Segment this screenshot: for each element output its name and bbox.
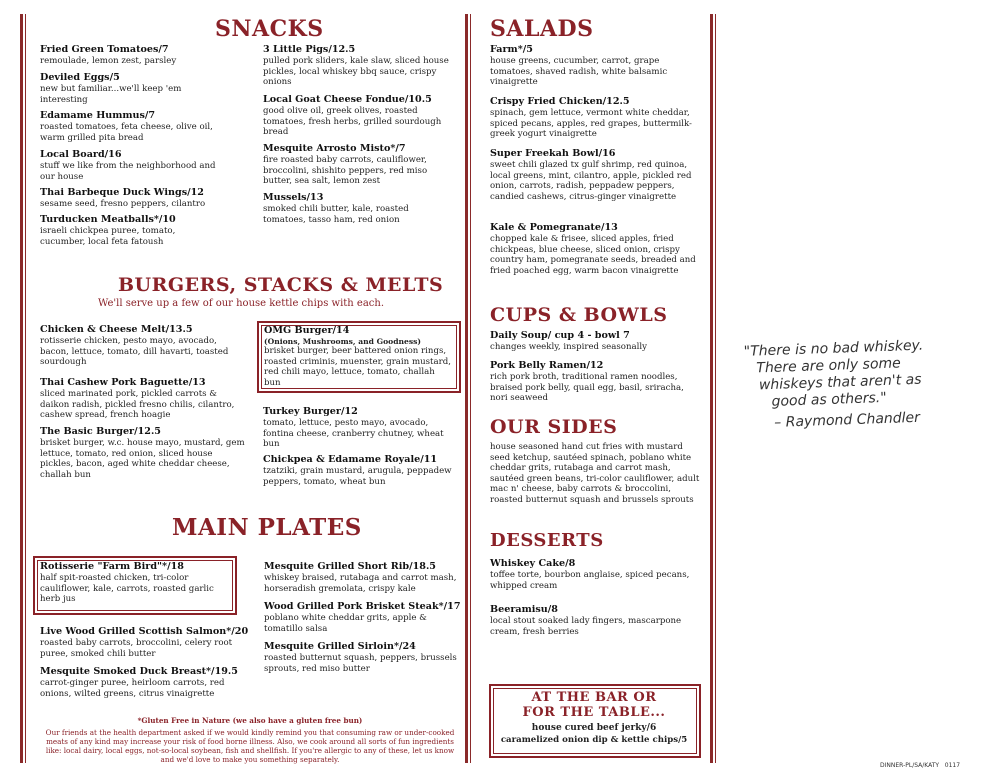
- item-desc: changes weekly, inspired seasonally: [490, 342, 647, 352]
- item-title: Mussels/13: [263, 192, 324, 203]
- item-title: Live Wood Grilled Scottish Salmon*/20: [40, 626, 249, 637]
- item-desc: whiskey braised, rutabaga and carrot mash, horseradish gremolata, crispy kale: [264, 573, 457, 594]
- item-desc: tomato, lettuce, pesto mayo, avocado, fontina cheese, cranberry chutney, wheat bun: [263, 418, 444, 450]
- menu-item: [40, 44, 240, 67]
- item-title: Rotisserie "Farm Bird"*/18: [40, 561, 184, 572]
- menu-item: [490, 96, 702, 140]
- sides-desc: house seasoned hand cut fries with mustard seed ketchup, sautéed spinach, poblano white cheddar grits, rutabaga and carrot mash, sautéed green beans, tri-color cauliflower, adult mac n' cheese, baby carrots & broccolini, roasted butternut squash and brussels sprouts: [490, 442, 700, 505]
- bar-heading-line1: AT THE BAR OR: [531, 690, 657, 705]
- item-title: Super Freekah Bowl/16: [490, 148, 616, 159]
- menu-item: [40, 626, 249, 659]
- menu-item: [40, 187, 250, 210]
- item-desc: brisket burger, w.c. house mayo, mustard, gem lettuce, tomato, red onion, sliced house pickles, bacon, aged white cheddar cheese, challah bun: [40, 438, 245, 480]
- footer-code: DINNER-PL/SA/KATY 0117: [880, 762, 961, 769]
- item-desc: tzatziki, grain mustard, arugula, peppadew peppers, tomato, wheat bun: [263, 466, 452, 487]
- item-title: Turducken Meatballs*/10: [40, 214, 176, 225]
- salads-heading: SALADS: [490, 16, 594, 42]
- item-desc: roasted baby carrots, broccolini, celery root puree, smoked chili butter: [40, 638, 233, 659]
- item-title: Kale & Pomegranate/13: [490, 222, 618, 233]
- menu-item: [490, 330, 700, 353]
- cups-bowls-heading: CUPS & BOWLS: [490, 304, 668, 326]
- item-desc: toffee torte, bourbon anglaise, spiced pecans, whipped cream: [490, 570, 690, 591]
- menu-item: [264, 561, 464, 594]
- item-desc: house greens, cucumber, carrot, grape tomatoes, shaved radish, white balsamic vinaigrette: [490, 56, 668, 88]
- item-title: Mesquite Arrosto Misto*/7: [263, 143, 406, 154]
- menu-item: [490, 604, 690, 637]
- item-title: The Basic Burger/12.5: [40, 426, 161, 437]
- item-desc: poblano white cheddar grits, apple & tomatillo salsa: [264, 613, 427, 634]
- item-title: OMG Burger/14: [264, 325, 350, 336]
- snacks-heading: SNACKS: [215, 16, 324, 42]
- item-title: Chicken & Cheese Melt/13.5: [40, 324, 193, 335]
- quote-line: good as others.": [771, 389, 887, 410]
- item-title: Beeramisu/8: [490, 604, 558, 615]
- menu-item: [40, 426, 245, 480]
- right-border-rule-thin: [715, 14, 716, 763]
- bar-item-dip: caramelized onion dip & kettle chips/5: [500, 735, 688, 745]
- item-desc: half spit-roasted chicken, tri-color cauliflower, kale, carrots, roasted garlic herb jus: [40, 573, 214, 605]
- quote-line: whiskeys that aren't as: [758, 371, 922, 394]
- item-title: Wood Grilled Pork Brisket Steak*/17: [264, 601, 461, 612]
- desserts-heading: DESSERTS: [490, 530, 604, 551]
- item-subtitle: (Onions, Mushrooms, and Goodness): [264, 337, 422, 346]
- left-border-rule-thin: [25, 14, 26, 763]
- item-desc: new but familiar...we'll keep 'em interesting: [40, 84, 182, 105]
- sides-list: [490, 442, 702, 506]
- menu-item-featured: [40, 561, 225, 605]
- item-desc: spinach, gem lettuce, vermont white cheddar, spiced pecans, apples, red grapes, buttermilk-greek yogurt vinaigrette: [490, 108, 692, 140]
- item-desc: smoked chili butter, kale, roasted tomatoes, tasso ham, red onion: [263, 204, 409, 225]
- main-plates-heading: MAIN PLATES: [172, 514, 362, 541]
- menu-item: [490, 44, 695, 88]
- item-title: Mesquite Grilled Short Rib/18.5: [264, 561, 436, 572]
- burgers-heading: BURGERS, STACKS & MELTS: [118, 274, 444, 296]
- menu-item: [40, 377, 245, 421]
- item-desc: brisket burger, beer battered onion rings, roasted criminis, muenster, grain mustard, red chili mayo, lettuce, tomato, challah bun: [264, 346, 451, 388]
- whiskey-quote: [744, 336, 967, 433]
- item-title: Local Goat Cheese Fondue/10.5: [263, 94, 432, 105]
- item-desc: rotisserie chicken, pesto mayo, avocado, bacon, lettuce, tomato, dill havarti, toasted sourdough: [40, 336, 229, 368]
- item-title: 3 Little Pigs/12.5: [263, 44, 356, 55]
- item-desc: chopped kale & frisee, sliced apples, fried chickpeas, blue cheese, sliced onion, crispy country ham, pomegranate seeds, breaded and fried poached egg, warm bacon vinaigrette: [490, 234, 696, 276]
- item-title: Mesquite Smoked Duck Breast*/19.5: [40, 666, 238, 677]
- right-border-rule: [710, 14, 713, 763]
- item-desc: sesame seed, fresno peppers, cilantro: [40, 199, 206, 209]
- item-desc: sliced marinated pork, pickled carrots & daikon radish, pickled fresno chilis, cilantro, cashew spread, french hoagie: [40, 389, 235, 421]
- menu-item: [40, 110, 240, 143]
- menu-item-featured: [264, 325, 454, 388]
- item-desc: fire roasted baby carrots, cauliflower, broccolini, shishito peppers, red miso butter, sea salt, lemon zest: [263, 155, 428, 187]
- item-title: Fried Green Tomatoes/7: [40, 44, 169, 55]
- menu-item: [263, 44, 458, 88]
- center-divider-rule: [465, 14, 468, 763]
- menu-item: [40, 72, 200, 105]
- quote-line: "There is no bad whiskey.: [743, 337, 924, 360]
- menu-item: [264, 641, 464, 674]
- menu-item: [490, 222, 702, 276]
- health-disclaimer: Our friends at the health department asked if we would kindly remind you that consuming raw or under-cooked meats of any kind may increase your risk of food borne illness. Also, we cook around all sorts of fun ingredients like: local dairy, local eggs, not-so-local soybean, fish and shellfish. If you're allergic to any of these, let us know and we'd love to make you something separately.: [45, 728, 455, 764]
- item-title: Daily Soup/ cup 4 - bowl 7: [490, 330, 630, 341]
- sides-heading: OUR SIDES: [490, 416, 618, 438]
- menu-item: [40, 324, 245, 368]
- item-desc: local stout soaked lady fingers, mascarpone cream, fresh berries: [490, 616, 682, 637]
- menu-item: [264, 601, 464, 634]
- bar-item-jerky: house cured beef jerky/6: [531, 723, 657, 733]
- item-title: Turkey Burger/12: [263, 406, 358, 417]
- item-title: Chickpea & Edamame Royale/11: [263, 454, 438, 465]
- menu-item: [490, 360, 690, 404]
- item-desc: stuff we like from the neighborhood and our house: [40, 161, 216, 182]
- menu-item: [263, 94, 453, 138]
- item-title: Thai Barbeque Duck Wings/12: [40, 187, 204, 198]
- quote-line: There are only some: [756, 355, 902, 377]
- item-desc: roasted butternut squash, peppers, brussels sprouts, red miso butter: [264, 653, 457, 674]
- item-title: Farm*/5: [490, 44, 533, 55]
- bar-heading-line2: FOR THE TABLE...: [522, 705, 666, 720]
- menu-item: [40, 666, 238, 699]
- quote-author: – Raymond Chandler: [774, 409, 921, 431]
- center-divider-rule-thin: [470, 14, 471, 763]
- menu-item: [40, 214, 200, 247]
- item-title: Deviled Eggs/5: [40, 72, 120, 83]
- item-title: Mesquite Grilled Sirloin*/24: [264, 641, 416, 652]
- item-desc: good olive oil, greek olives, roasted tomatoes, fresh herbs, grilled sourdough bread: [263, 106, 442, 138]
- item-desc: sweet chili glazed tx gulf shrimp, red quinoa, local greens, mint, cilantro, apple, pickled red onion, carrots, radish, peppadew peppers, candied cashews, citrus-ginger vinaigrette: [490, 160, 692, 202]
- item-desc: rich pork broth, traditional ramen noodles, braised pork belly, quail egg, basil, sriracha, nori seaweed: [490, 372, 684, 404]
- item-desc: israeli chickpea puree, tomato, cucumber, local feta fatoush: [40, 226, 176, 247]
- item-desc: pulled pork sliders, kale slaw, sliced house pickles, local whiskey bbq sauce, crispy onions: [263, 56, 449, 88]
- bar-content: [491, 690, 697, 746]
- menu-item: [263, 143, 453, 187]
- menu-item: [263, 406, 458, 450]
- menu-item: [490, 148, 700, 202]
- item-desc: carrot-ginger puree, heirloom carrots, red onions, wilted greens, citrus vinaigrette: [40, 678, 225, 699]
- item-title: Pork Belly Ramen/12: [490, 360, 604, 371]
- menu-item: [263, 192, 453, 225]
- item-title: Local Board/16: [40, 149, 122, 160]
- burgers-subheading: We'll serve up a few of our house kettle chips with each.: [98, 298, 385, 309]
- item-desc: remoulade, lemon zest, parsley: [40, 56, 177, 66]
- item-title: Thai Cashew Pork Baguette/13: [40, 377, 206, 388]
- menu-item: [263, 454, 458, 487]
- menu-item: [490, 558, 690, 591]
- item-title: Edamame Hummus/7: [40, 110, 156, 121]
- item-title: Crispy Fried Chicken/12.5: [490, 96, 630, 107]
- item-title: Whiskey Cake/8: [490, 558, 576, 569]
- item-desc: roasted tomatoes, feta cheese, olive oil, warm grilled pita bread: [40, 122, 213, 143]
- gluten-free-note: *Gluten Free in Nature (we also have a gluten free bun): [137, 716, 363, 725]
- left-border-rule: [20, 14, 23, 763]
- menu-item: [40, 149, 230, 182]
